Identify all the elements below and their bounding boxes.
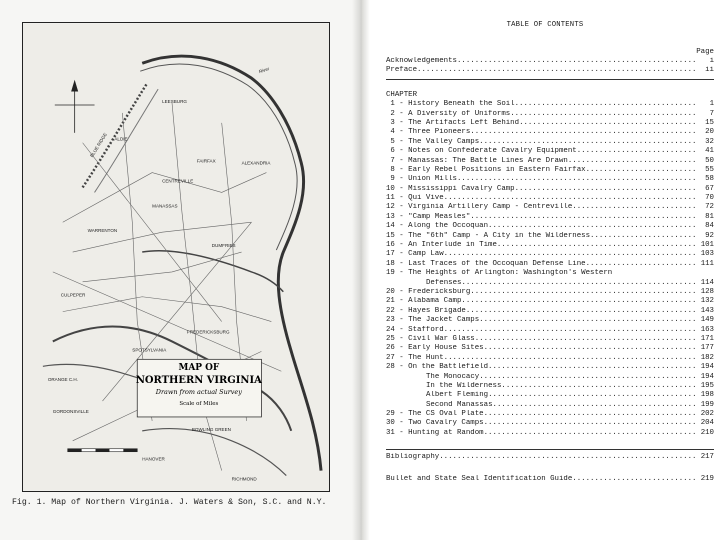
- label-blue-ridge: BLUE RIDGE: [89, 132, 109, 159]
- toc-entry-title: Second Manassas: [426, 400, 493, 409]
- toc-entry-page: 70: [705, 194, 714, 203]
- toc-entry-page: 202: [700, 410, 714, 419]
- label-culpeper: CULPEPER: [60, 292, 86, 298]
- toc-leader-dots: [417, 66, 697, 75]
- label-aldie: ALDIE: [114, 136, 128, 142]
- toc-leader-dots: [479, 138, 697, 147]
- toc-entry-title: Preface: [386, 66, 418, 75]
- right-page: [370, 0, 720, 540]
- toc-entry: [386, 110, 714, 119]
- label-fairfax: FAIRFAX: [196, 158, 216, 164]
- toc-entry-page: 143: [700, 306, 714, 315]
- toc-leader-dots: [479, 316, 697, 325]
- toc-entry-title: 14 - Along the Occoquan: [386, 222, 489, 231]
- toc-leader-dots: [475, 335, 697, 344]
- toc-leader-dots: [484, 410, 697, 419]
- toc-entry-page: 55: [705, 165, 714, 174]
- toc-leader-dots: [586, 260, 697, 269]
- toc-entry-page: 114: [700, 278, 714, 287]
- figure-caption: Fig. 1. Map of Northern Virginia. J. Waters & Son, S.C. and N.Y.: [12, 498, 327, 507]
- toc-entry-page: 219: [700, 474, 714, 483]
- toc-leader-dots: [466, 307, 697, 316]
- toc-leader-dots: [457, 175, 697, 184]
- toc-entry-page: 194: [700, 363, 714, 372]
- toc-entry-title: Defenses: [426, 278, 462, 287]
- toc-entry-page: 132: [700, 297, 714, 306]
- toc-entry-page: 41: [705, 147, 714, 156]
- toc-entry-title: 29 - The CS Oval Plate: [386, 410, 484, 419]
- toc-entry-page: 163: [700, 325, 714, 334]
- toc-entry: [386, 373, 714, 382]
- toc-leader-dots: [515, 100, 697, 109]
- toc-entry: [386, 57, 714, 66]
- toc-entry-title: The Monocacy: [426, 372, 480, 381]
- toc-entry: [386, 203, 714, 212]
- toc-leader-dots: [470, 288, 697, 297]
- toc-leader-dots: [572, 475, 697, 484]
- left-page: [0, 0, 352, 540]
- toc-leader-dots: [457, 57, 697, 66]
- toc-entry: [386, 269, 714, 278]
- toc-leader-dots: [519, 119, 697, 128]
- toc-leader-dots: [568, 157, 697, 166]
- chapter-label: CHAPTER: [386, 90, 418, 99]
- toc-leader-dots: [510, 110, 697, 119]
- toc-entry-page: 1: [709, 100, 714, 109]
- label-leesburg: LEESBURG: [162, 99, 187, 105]
- toc-entry: [386, 475, 714, 484]
- map-title-cartouche: [136, 359, 262, 417]
- label-dumfries: DUMFRIES: [211, 243, 236, 249]
- toc-entry: [386, 66, 714, 75]
- chapter-list: [386, 100, 714, 438]
- toc-entry-page: 195: [700, 381, 714, 390]
- section-divider: [386, 79, 714, 80]
- toc-entry-page: i: [709, 57, 714, 65]
- toc-leader-dots: [501, 382, 697, 391]
- back-matter-list: [386, 453, 714, 484]
- toc-leader-dots: [488, 222, 697, 231]
- toc-entry-title: 10 - Mississippi Cavalry Camp: [386, 184, 515, 193]
- toc-entry-page: 32: [705, 137, 714, 146]
- toc-entry: [386, 100, 714, 109]
- label-warrenton: WARRENTON: [87, 228, 118, 234]
- toc-entry: [386, 185, 714, 194]
- toc-leader-dots: [444, 326, 697, 335]
- toc-entry-page: 67: [705, 184, 714, 193]
- map-title-line3: Drawn from actual Survey: [155, 388, 242, 397]
- toc-entry: [386, 250, 714, 259]
- toc-entry-title: 1 - History Beneath the Soil: [386, 100, 515, 109]
- toc-entry: [386, 288, 714, 297]
- toc-leader-dots: [488, 391, 697, 400]
- toc-entry: [386, 194, 714, 203]
- map-illustration: [23, 23, 329, 491]
- toc-leader-dots: [444, 354, 697, 363]
- table-of-contents: [386, 57, 714, 484]
- toc-entry-title: 18 - Last Traces of the Occoquan Defense Line: [386, 259, 586, 268]
- toc-entry-page: 84: [705, 222, 714, 231]
- label-fredericksburg: FREDERICKSBURG: [186, 329, 230, 335]
- toc-leader-dots: [484, 429, 697, 438]
- label-richmond: RICHMOND: [231, 476, 257, 482]
- map-scale-bar: [68, 449, 138, 452]
- toc-entry: [386, 354, 714, 363]
- toc-leader-dots: [484, 419, 697, 428]
- toc-entry-title: 9 - Union Mills: [386, 175, 457, 184]
- toc-entry: [386, 213, 714, 222]
- toc-leader-dots: [493, 401, 697, 410]
- toc-title: TABLE OF CONTENTS: [506, 21, 584, 29]
- toc-entry: [386, 419, 714, 428]
- toc-entry-title: 20 - Fredericksburg: [386, 287, 471, 296]
- toc-leader-dots: [577, 147, 697, 156]
- toc-entry-title: 23 - The Jacket Camps: [386, 316, 480, 325]
- toc-entry-page: 92: [705, 231, 714, 240]
- toc-entry-title: Acknowledgements: [386, 57, 457, 65]
- toc-entry: [386, 260, 714, 269]
- toc-entry: [386, 138, 714, 147]
- toc-entry-title: Albert Fleming: [426, 391, 489, 400]
- toc-entry-title: 16 - An Interlude in Time: [386, 241, 497, 250]
- toc-entry-page: 149: [700, 316, 714, 325]
- toc-entry-title: 17 - Camp Law: [386, 250, 444, 259]
- toc-entry-page: 128: [700, 287, 714, 296]
- label-hanover: HANOVER: [142, 456, 165, 462]
- label-centreville: CENTREVILLE: [162, 178, 194, 184]
- toc-entry-title: In the Wilderness: [426, 381, 502, 390]
- toc-entry: [386, 326, 714, 335]
- toc-leader-dots: [515, 185, 697, 194]
- label-spotsylvania: SPOTSYLVANIA: [132, 347, 167, 353]
- front-matter-list: [386, 57, 714, 76]
- toc-leader-dots: [497, 241, 697, 250]
- toc-entry: [386, 391, 714, 400]
- toc-entry-page: 182: [700, 353, 714, 362]
- map-title-line2: NORTHERN VIRGINIA: [135, 375, 262, 387]
- section-divider: [386, 449, 714, 450]
- toc-entry: [386, 128, 714, 137]
- toc-entry-page: 217: [700, 453, 714, 462]
- toc-entry-title: 3 - The Artifacts Left Behind: [386, 118, 520, 127]
- toc-entry-title: 5 - The Valley Camps: [386, 137, 480, 146]
- label-alexandria: ALEXANDRIA: [241, 160, 271, 166]
- label-river: River: [258, 66, 270, 75]
- toc-entry: [386, 453, 714, 462]
- toc-entry-page: 204: [700, 419, 714, 428]
- toc-entry-page: 194: [700, 372, 714, 381]
- toc-leader-dots: [470, 128, 697, 137]
- map-title-line1: MAP OF: [178, 363, 220, 374]
- toc-entry: [386, 297, 714, 306]
- toc-entry: [386, 279, 714, 288]
- toc-entry-title: 6 - Notes on Confederate Cavalry Equipment: [386, 147, 577, 156]
- toc-leader-dots: [590, 232, 697, 241]
- toc-entry-title: 26 - Early House Sites: [386, 344, 484, 353]
- toc-entry-title: 13 - "Camp Measles": [386, 212, 471, 221]
- toc-entry: [386, 175, 714, 184]
- toc-entry: [386, 363, 714, 372]
- toc-entry-page: 81: [705, 212, 714, 221]
- book-gutter: [352, 0, 370, 540]
- toc-entry: [386, 382, 714, 391]
- toc-entry: [386, 316, 714, 325]
- toc-entry-title: 12 - Virginia Artillery Camp - Centreville: [386, 203, 573, 212]
- toc-entry: [386, 119, 714, 128]
- toc-entry-title: 7 - Manassas: The Battle Lines Are Drawn: [386, 156, 568, 165]
- toc-leader-dots: [461, 297, 697, 306]
- toc-leader-dots: [484, 344, 697, 353]
- toc-entry: [386, 232, 714, 241]
- toc-entry-title: 27 - The Hunt: [386, 353, 444, 362]
- toc-entry-page: 15: [705, 118, 714, 127]
- toc-entry: [386, 241, 714, 250]
- toc-entry-page: 50: [705, 156, 714, 165]
- toc-entry-title: 8 - Early Rebel Positions in Eastern Fairfax: [386, 165, 586, 174]
- toc-entry-page: 7: [709, 109, 714, 118]
- toc-entry-page: 199: [700, 400, 714, 409]
- toc-entry-title: 19 - The Heights of Arlington: Washington's Western: [386, 269, 613, 278]
- toc-entry-title: 2 - A Diversity of Uniforms: [386, 109, 511, 118]
- toc-leader-dots: [586, 166, 697, 175]
- toc-entry-title: 4 - Three Pioneers: [386, 128, 471, 137]
- toc-entry-title: 31 - Hunting at Random: [386, 428, 484, 437]
- toc-entry: [386, 166, 714, 175]
- map-figure: [22, 22, 330, 492]
- toc-entry: [386, 344, 714, 353]
- toc-entry-page: 58: [705, 175, 714, 184]
- toc-entry: [386, 157, 714, 166]
- toc-entry-page: ii: [705, 66, 714, 75]
- label-orange: ORANGE C.H.: [47, 377, 79, 383]
- toc-page-header: Page: [696, 48, 714, 56]
- chapter-label-row: [386, 91, 714, 100]
- toc-entry-page: 198: [700, 391, 714, 400]
- toc-entry-page: 20: [705, 128, 714, 137]
- label-gordonsville: GORDONSVILLE: [52, 408, 89, 414]
- toc-leader-dots: [470, 213, 697, 222]
- label-manassas: MANASSAS: [152, 203, 178, 209]
- toc-entry-title: 28 - On the Battlefield: [386, 363, 489, 372]
- map-title-line4: Scale of Miles: [179, 401, 219, 408]
- toc-entry-title: 30 - Two Cavalry Camps: [386, 419, 484, 428]
- toc-entry-title: 25 - Civil War Glass: [386, 334, 475, 343]
- toc-entry-page: 210: [700, 428, 714, 437]
- toc-leader-dots: [444, 194, 697, 203]
- toc-entry-title: 24 - Stafford: [386, 325, 444, 334]
- toc-entry-title: 22 - Hayes Brigade: [386, 306, 466, 315]
- toc-entry: [386, 335, 714, 344]
- toc-leader-dots: [461, 279, 697, 288]
- toc-leader-dots: [572, 203, 697, 212]
- toc-leader-dots: [444, 250, 697, 259]
- toc-entry-title: 11 - Qui Vive: [386, 194, 444, 203]
- toc-entry-title: 21 - Alabama Camp: [386, 297, 462, 306]
- toc-entry-page: 101: [700, 241, 714, 250]
- toc-entry: [386, 222, 714, 231]
- toc-entry-page: 111: [700, 259, 714, 268]
- toc-entry: [386, 401, 714, 410]
- label-bowling-green: BOWLING GREEN: [191, 426, 231, 432]
- toc-entry-title: Bibliography: [386, 453, 440, 462]
- toc-entry-page: 177: [700, 344, 714, 353]
- toc-entry-page: 103: [700, 250, 714, 259]
- toc-entry: [386, 429, 714, 438]
- toc-entry: [386, 307, 714, 316]
- toc-leader-dots: [439, 453, 697, 462]
- toc-entry: [386, 410, 714, 419]
- toc-entry-title: 15 - The "6th" Camp - A City in the Wilderness: [386, 231, 591, 240]
- toc-leader-dots: [488, 363, 697, 372]
- toc-entry-page: 171: [700, 334, 714, 343]
- toc-entry-page: 72: [705, 203, 714, 212]
- toc-entry-title: Bullet and State Seal Identification Guide: [386, 474, 573, 483]
- toc-leader-dots: [479, 373, 697, 382]
- toc-entry: [386, 147, 714, 156]
